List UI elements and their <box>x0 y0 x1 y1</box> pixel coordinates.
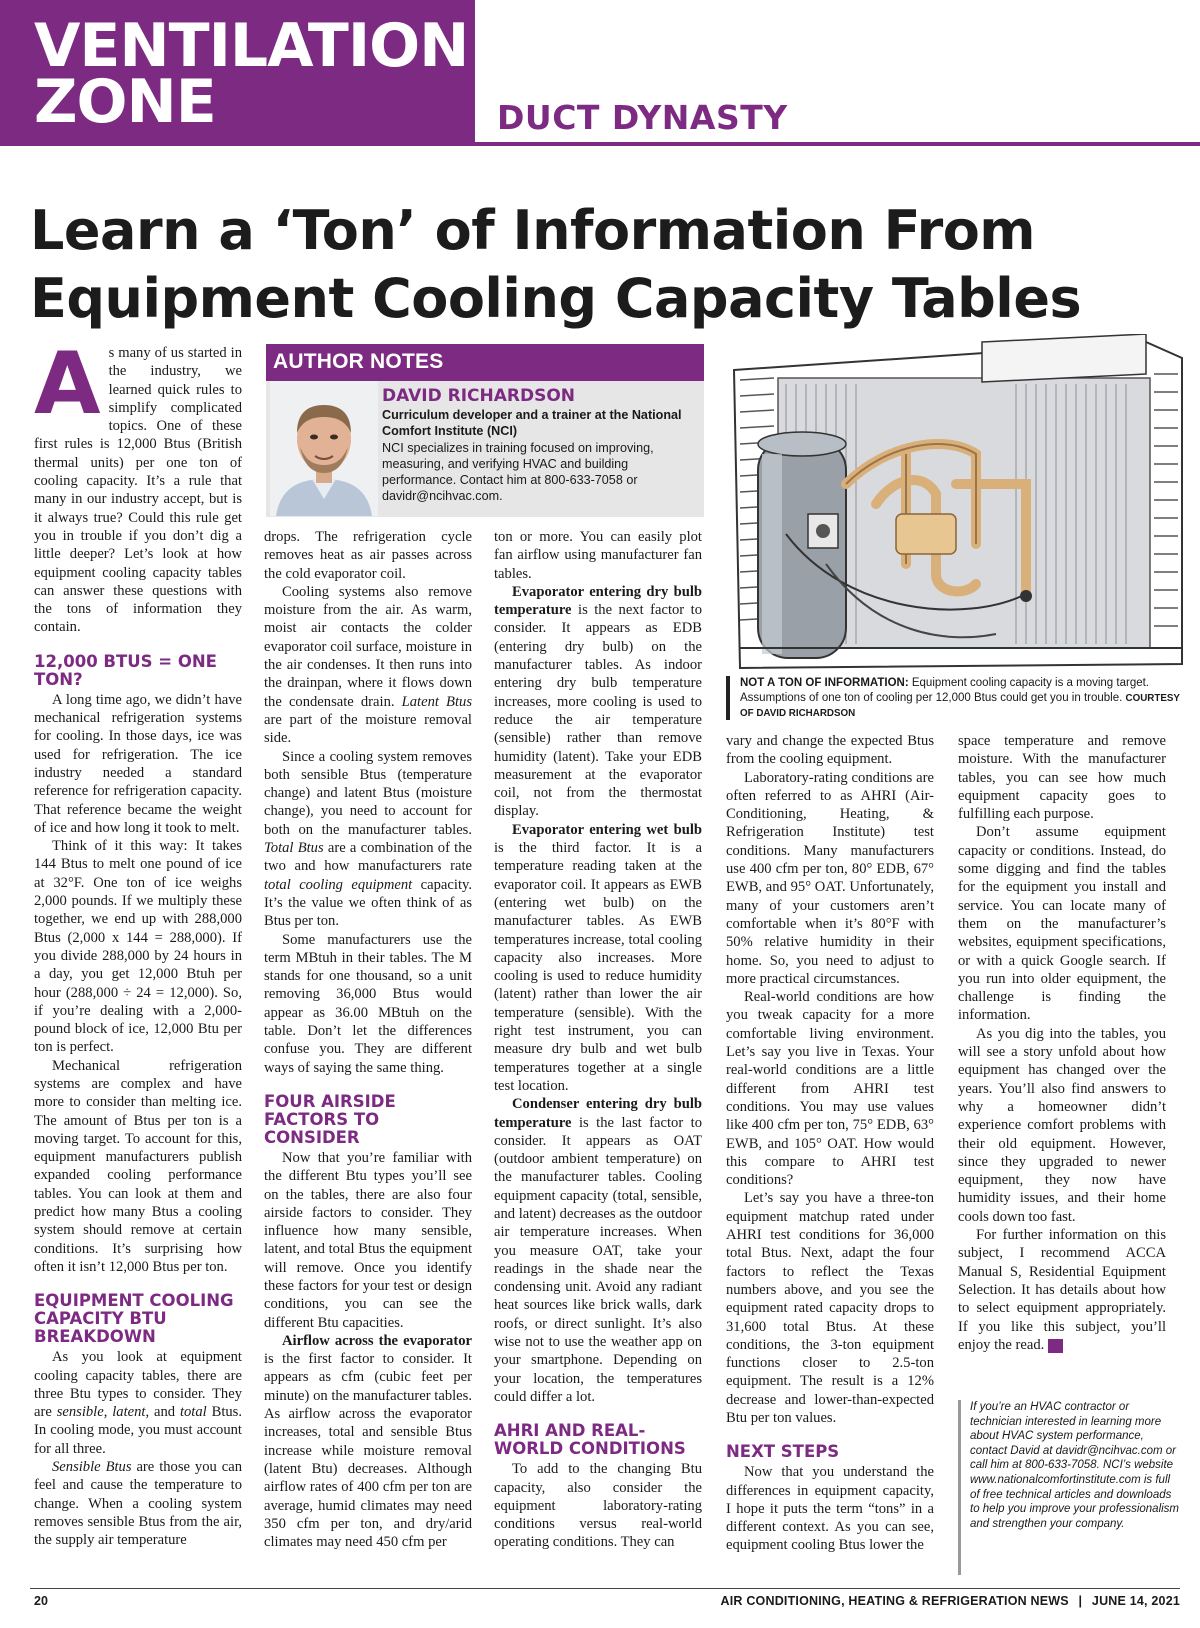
text-run: Cooling systems also remove moisture from the air. As warm, moist air contacts the colder evaporator coil surface, moisture in the air condenses. It then runs into the drainpan, where it flows down the condensate drain. <box>264 583 472 710</box>
paragraph: Laboratory-rating conditions are often referred to as AHRI (Air-Conditioning, Heating, & Refrigeration Institute) test conditions. Many manufacturers use 400 cfm per ton, 80° EDB, 67° EWB, and 95° OAT. Unfortunately, many of your customers aren’t comfortable when it’s 80°F with 50% relative humidity in their home. So, you need to adjust to more practical circumstances. <box>726 769 934 987</box>
header-rule <box>475 142 1200 146</box>
section-title <box>34 11 469 137</box>
italic-term: Sensible Btus <box>52 1459 132 1476</box>
publication-name: AIR CONDITIONING, HEATING & REFRIGERATION NEWS <box>720 1594 1069 1608</box>
subhead-four-airside-factors: FOUR AIRSIDE FACTORS TO CONSIDER <box>264 1091 396 1147</box>
subhead-btu-breakdown: EQUIPMENT COOLING CAPACITY BTU BREAKDOWN <box>34 1291 234 1347</box>
text-run: , <box>103 1404 113 1421</box>
text-run: are those you can feel and cause the temperature to change. When a cooling system removes sensible Btus from the air, the supply air temperature <box>34 1459 242 1549</box>
article-column-4 <box>726 732 934 1555</box>
paragraph: Mechanical refrigeration systems are complex and have more to consider than melting ice. The amount of Btus per ton is a moving target. To account for this, equipment manufacturers publish expanded cooling performance tables. You can look at them and predict how many Btus a cooling system should remove at certain conditions. It’s surprising how often it isn’t 12,000 Btus per ton. <box>34 1057 242 1275</box>
author-portrait-icon <box>270 381 378 516</box>
caption-credit: COURTESY OF DAVID RICHARDSON <box>740 692 1180 720</box>
paragraph: Let’s say you have a three-ton equipment matchup rated under AHRI test conditions for 36,000 total Btus. Next, adapt the four factors to reflect the Texas numbers above, and you see the equipment rated capacity drops to 31,600 total Btus. At these conditions, the 3-ton equipment functions closer to 2.5-ton equipment. The result is a 12% decrease and lower-than-expected Btu per ton values. <box>726 1190 934 1426</box>
text-run: are a combination of the two and how manufacturers rate <box>264 840 472 875</box>
italic-term: sensible <box>56 1404 104 1421</box>
headline <box>30 197 1190 333</box>
italic-term: Total Btus <box>264 840 324 857</box>
text-run: Btus. In cooling mode, you must account for all three. <box>34 1404 242 1457</box>
paragraph <box>264 583 472 748</box>
text-run: As you look at equipment cooling capacity tables, there are three Btu types to consider. They are <box>34 1349 242 1421</box>
column-name: DUCT DYNASTY <box>497 98 788 137</box>
text-run: , and <box>145 1404 180 1421</box>
page-number: 20 <box>34 1594 48 1608</box>
article-column-3 <box>494 528 702 1552</box>
article-column-2 <box>264 528 472 1551</box>
drop-cap: A <box>34 334 101 434</box>
text-run: is the last factor to consider. It appears as OAT (outdoor ambient temperature) on the manufacturer tables. Cooling equipment capacity (total, sensible, and latent) decreases as the outdoor air temperature increases. When you measure OAT, take your readings in the shade near the condensing unit. Avoid any radiant heat sources like brick walls, dark roofs, or direct sunlight. It’s also wise not to use the weather app on your smartphone. Depending on your location, the temperatures could differ a lot. <box>494 1114 702 1405</box>
italic-term: Latent Btus <box>401 693 472 710</box>
bold-term: Evaporator entering wet bulb <box>512 821 702 838</box>
text-run: is the third factor. It is a temperature reading taken at the evaporator coil. It appears as EWB (entering wet bulb) on the manufacturer tables. As EWB temperatures increase, total cooling capacity also increases. More cooling is used to reduce humidity (latent) rather than lower the air temperature (sensible). With the right test instrument, you can measure dry bulb and wet bulb temperatures together at a single test location. <box>494 840 702 1094</box>
section-title-line2: ZONE <box>34 67 216 137</box>
italic-term: total cooling equipment <box>264 876 413 893</box>
paragraph <box>34 1458 242 1549</box>
italic-term: latent <box>112 1404 146 1421</box>
publication-date: JUNE 14, 2021 <box>1091 1594 1180 1608</box>
section-title-line1: VENTILATION <box>34 11 469 81</box>
end-mark-icon: N <box>1048 1339 1063 1353</box>
paragraph <box>264 748 472 931</box>
paragraph: Now that you’re familiar with the different Btu types you’ll see on the tables, there are also four airside factors to consider. They influence how many sensible, latent, and total Btus the equipment will remove. Once you identify these factors for your test or design conditions, you can see the different Btu capacities. <box>264 1149 472 1331</box>
author-notes-label: AUTHOR NOTES <box>273 350 444 373</box>
paragraph: A long time ago, we didn’t have mechanical refrigeration systems for cooling. In those days, ice was used for refrigeration. The ice industry needed a standard reference for refrigeration capacity. That reference became the weight of ice and how long it took to melt. <box>34 691 242 836</box>
paragraph: ton or more. You can easily plot fan airflow using manufacturer fan tables. <box>494 529 702 582</box>
text-run: is the next factor to consider. It appears as EDB (entering dry bulb) on the manufacturer tables. As indoor entering dry bulb temperature increases, more cooling is used to reduce the air temperature (sensible) rather than remove humidity (latent). Take your EDB measurement at the evaporator coil, not from the thermostat display. <box>494 602 702 820</box>
article-column-1 <box>34 334 242 1550</box>
footer-rule <box>30 1588 1180 1589</box>
condensing-unit-illustration <box>726 334 1185 670</box>
paragraph <box>494 583 702 821</box>
paragraph <box>34 1348 242 1458</box>
text-run: For further information on this subject, I recommend ACCA Manual S, Residential Equipment Selection. It has details about how to select equipment appropriately. If you like this subject, you’ll enjoy the read. <box>958 1227 1166 1353</box>
paragraph <box>264 1332 472 1552</box>
paragraph: space temperature and remove moisture. With the manufacturer tables, you can see how much equipment capacity goes to fulfilling each purpose. <box>958 733 1166 823</box>
paragraph: drops. The refrigeration cycle removes heat as air passes across the cold evaporator coil. <box>264 529 472 582</box>
paragraph <box>958 1226 1166 1354</box>
publication-line <box>721 1594 1180 1608</box>
author-description: NCI specializes in training focused on improving, measuring, and verifying HVAC and building performance. Contact him at 800-633-7058 or davidr@ncihvac.com. <box>382 441 654 503</box>
paragraph <box>494 1095 702 1406</box>
paragraph <box>494 821 702 1095</box>
author-photo <box>270 381 378 516</box>
paragraph: vary and change the expected Btus from the cooling equipment. <box>726 733 934 768</box>
author-notes-header <box>266 344 704 381</box>
bold-term: Condenser entering dry bulb temperature <box>494 1096 702 1131</box>
author-tagline: If you’re an HVAC contractor or technician interested in learning more about HVAC system performance, contact David at davidr@ncihvac.com or call him at 800-633-7058. NCI’s website www.nationalcomfortinstitute.com is full of free technical articles and downloads to help you improve your professionalism and strengthen your company. <box>958 1400 1180 1575</box>
text-run: capacity. It’s the value we often think of as Btus per ton. <box>264 876 472 930</box>
paragraph: Real-world conditions are how you tweak capacity for a more comfortable living environment. Let’s say you live in Texas. Your real-world conditions are a little different from AHRI test conditions. You may use values like 400 cfm per ton, 75° EDB, 63° EWB, and 105° OAT. How would this compare to AHRI test conditions? <box>726 989 934 1189</box>
paragraph: To add to the changing Btu capacity, also consider the equipment laboratory-rating conditions versus real-world operating conditions. They can <box>494 1461 702 1551</box>
caption-label: NOT A TON OF INFORMATION: <box>740 677 909 689</box>
paragraph: Some manufacturers use the term MBtuh in their tables. The M stands for one thousand, so a unit removing 36,000 Btus would appear as 36.00 MBtuh on the table. Don’t let the differences confuse you. They are different ways of saying the same thing. <box>264 931 472 1076</box>
paragraph: As you dig into the tables, you will see a story unfold about how equipment has changed over the years. You’ll also find answers to why a homeowner didn’t experience comfort problems with their old equipment. However, since they upgraded to newer equipment, they now have humidity issues, and their home cools down too fast. <box>958 1025 1166 1225</box>
author-name: DAVID RICHARDSON <box>382 386 576 406</box>
subhead-next-steps: NEXT STEPS <box>726 1442 840 1462</box>
caption-text: Equipment cooling capacity is a moving target. Assumptions of one ton of cooling per 12,000 Btus could get you in trouble. <box>740 677 1150 704</box>
footer-separator: | <box>1078 1594 1083 1608</box>
subhead-12000-btus: 12,000 BTUS = ONE TON? <box>34 651 217 689</box>
subhead-ahri-conditions: AHRI AND REAL-WORLD CONDITIONS <box>494 1421 686 1459</box>
bold-term: Evaporator entering dry bulb temperature <box>494 583 702 619</box>
intro-paragraph <box>34 334 242 637</box>
image-caption <box>726 676 1181 720</box>
text-run: Since a cooling system removes both sensible Btus (temperature change) and latent Btus (moisture change), you need to account for both on the manufacturer tables. <box>264 748 472 838</box>
text-run: is the first factor to consider. It appears as cfm (cubic feet per minute) on the manufacturer tables. As airflow across the evaporator increases, total and sensible Btus increase while moisture removal (latent Btu) decreases. Although airflow rates of 400 cfm per ton are average, humid climates may need 350 cfm per ton, and dry/arid climates may need 450 cfm per <box>264 1351 472 1551</box>
article-column-5 <box>958 732 1166 1354</box>
italic-term: total <box>179 1404 207 1421</box>
paragraph: Think of it this way: It takes 144 Btus to melt one pound of ice at 32°F. One ton of ice weighs 2,000 pounds. If we multiply these together, we end up with 288,000 Btus (2,000 x 144 = 288,000). If you divide 288,000 by 24 hours in a day, you get 12,000 Btuh per hour (288,000 ÷ 24 = 12,000). So, if you’re dealing with a 2,000-pound block of ice, 12,000 Btu per ton is perfect. <box>34 838 242 1056</box>
text-run: are part of the moisture removal side. <box>264 711 472 747</box>
headline-line1: Learn a ‘Ton’ of Information From <box>30 199 1036 262</box>
intro-text: s many of us started in the industry, we learned quick rules to simplify complicated topics. One of these first rules is 12,000 Btus (British thermal units) per one ton of cooling capacity. It’s a rule that many in our industry accept, but is it always true? Could this rule get you in trouble if you don’t dig a little deeper? Let’s look at how equipment cooling capacity tables can answer these questions with the tons of information they contain. <box>34 345 242 636</box>
paragraph: Now that you understand the differences in equipment capacity, I hope it puts the term “tons” in a different context. As you can see, equipment cooling Btus lower the <box>726 1464 934 1554</box>
paragraph: Don’t assume equipment capacity or conditions. Instead, do some digging and find the tables for the equipment you install and service. You can locate many of them on the manufacturer’s websites, equipment specifications, or with a quick Google search. If you run into older equipment, the challenge is finding the information. <box>958 824 1166 1024</box>
headline-line2: Equipment Cooling Capacity Tables <box>30 267 1082 330</box>
bold-term: Airflow across the evaporator <box>282 1332 472 1349</box>
author-role: Curriculum developer and a trainer at the National Comfort Institute (NCI) <box>382 408 682 438</box>
